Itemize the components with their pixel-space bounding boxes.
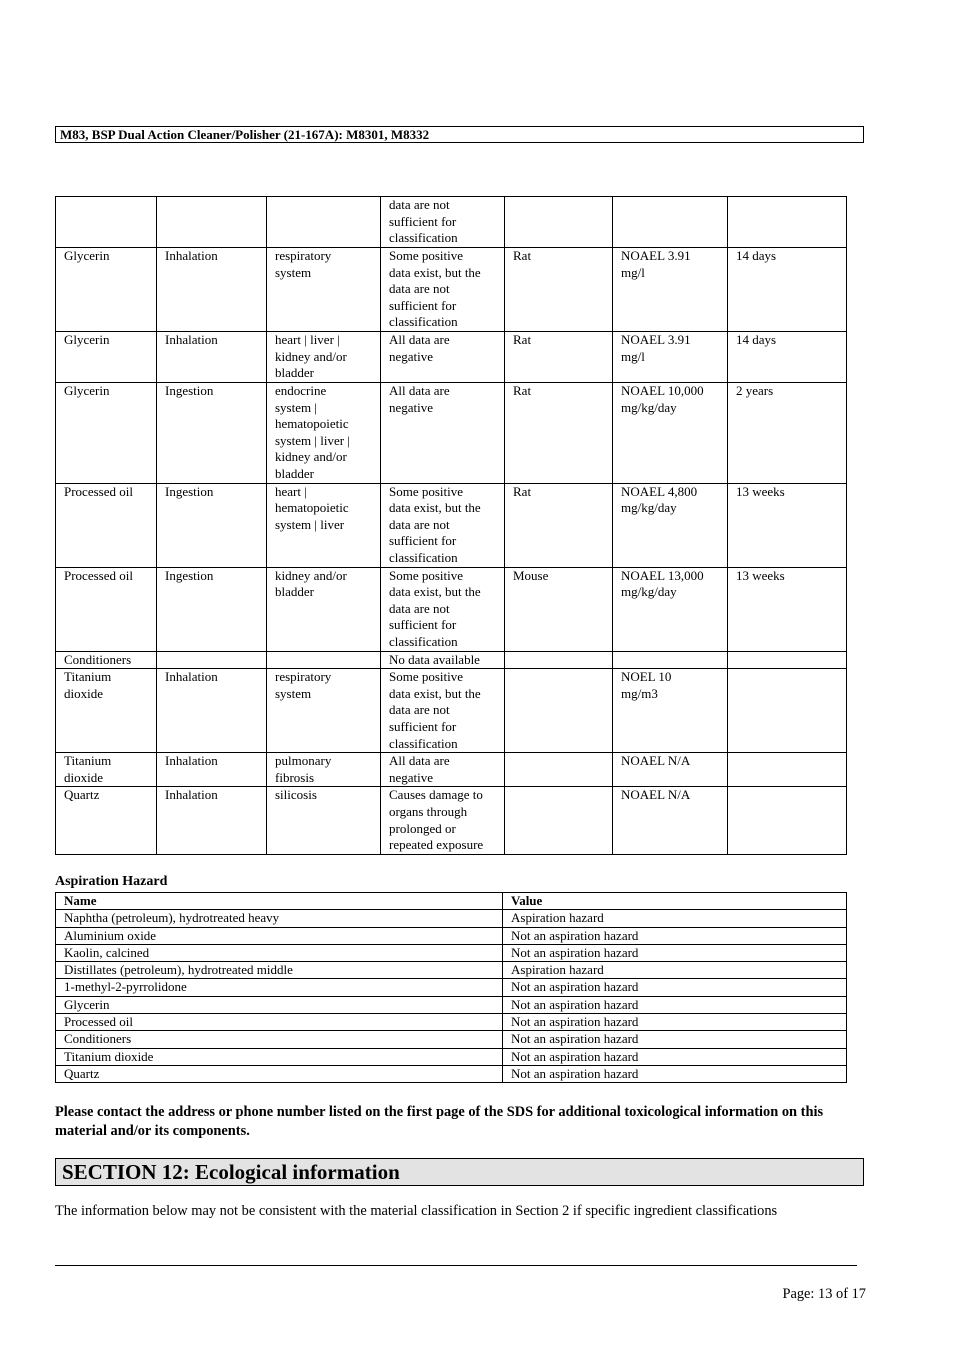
column-header-value: Value: [503, 893, 847, 910]
value-cell: Causes damage to organs through prolonged or repeated exposure: [381, 787, 505, 854]
aspiration-value-cell: Not an aspiration hazard: [503, 979, 847, 996]
test-result-cell: NOAEL 3.91 mg/l: [613, 248, 728, 332]
aspiration-hazard-title: Aspiration Hazard: [55, 874, 168, 889]
table-row: [56, 910, 847, 927]
table-row: [56, 1031, 847, 1048]
ingredient-name-cell: Distillates (petroleum), hydrotreated middle: [56, 962, 503, 979]
target-organ-cell: silicosis: [267, 787, 381, 854]
value-cell: All data are negative: [381, 382, 505, 483]
route-cell: Ingestion: [157, 382, 267, 483]
table-row: [56, 1065, 847, 1082]
ingredient-name-cell: Processed oil: [56, 1014, 503, 1031]
exposure-duration-cell: [728, 651, 847, 669]
route-cell: Inhalation: [157, 248, 267, 332]
document-header: M83, BSP Dual Action Cleaner/Polisher (21-167A): M8301, M8332: [55, 126, 864, 143]
table-row: [56, 944, 847, 961]
ingredient-name-cell: Naphtha (petroleum), hydrotreated heavy: [56, 910, 503, 927]
name-cell: Quartz: [56, 787, 157, 854]
target-organ-cell: endocrine system | hematopoietic system | liver | kidney and/or bladder: [267, 382, 381, 483]
test-result-cell: NOAEL N/A: [613, 787, 728, 854]
test-result-cell: [613, 651, 728, 669]
value-cell: Some positive data exist, but the data are not sufficient for classification: [381, 248, 505, 332]
aspiration-hazard-table: [55, 892, 847, 1083]
route-cell: [157, 651, 267, 669]
exposure-duration-cell: [728, 753, 847, 787]
target-organ-cell: respiratory system: [267, 669, 381, 753]
species-cell: [505, 669, 613, 753]
aspiration-value-cell: Not an aspiration hazard: [503, 927, 847, 944]
test-result-cell: NOEL 10 mg/m3: [613, 669, 728, 753]
value-cell: All data are negative: [381, 331, 505, 382]
table-row: [56, 753, 847, 787]
table-row: [56, 927, 847, 944]
test-result-cell: NOAEL 10,000 mg/kg/day: [613, 382, 728, 483]
ingredient-name-cell: 1-methyl-2-pyrrolidone: [56, 979, 503, 996]
value-cell: data are not sufficient for classification: [381, 197, 505, 248]
table-row: [56, 669, 847, 753]
test-result-cell: NOAEL 4,800 mg/kg/day: [613, 483, 728, 567]
route-cell: Ingestion: [157, 483, 267, 567]
test-result-cell: [613, 197, 728, 248]
test-result-cell: NOAEL 13,000 mg/kg/day: [613, 567, 728, 651]
value-cell: All data are negative: [381, 753, 505, 787]
target-organ-toxicity-table: [55, 196, 847, 855]
name-cell: Conditioners: [56, 651, 157, 669]
target-organ-cell: heart | hematopoietic system | liver: [267, 483, 381, 567]
aspiration-value-cell: Not an aspiration hazard: [503, 1048, 847, 1065]
name-cell: Glycerin: [56, 382, 157, 483]
table-row: [56, 787, 847, 854]
route-cell: [157, 197, 267, 248]
page-number: Page: 13 of 17: [782, 1286, 866, 1302]
test-result-cell: NOAEL 3.91 mg/l: [613, 331, 728, 382]
route-cell: Ingestion: [157, 567, 267, 651]
exposure-duration-cell: 14 days: [728, 331, 847, 382]
exposure-duration-cell: [728, 197, 847, 248]
ingredient-name-cell: Kaolin, calcined: [56, 944, 503, 961]
table-header-row: [56, 893, 847, 910]
name-cell: Glycerin: [56, 248, 157, 332]
table-row: [56, 248, 847, 332]
name-cell: Titanium dioxide: [56, 753, 157, 787]
species-cell: [505, 651, 613, 669]
name-cell: Titanium dioxide: [56, 669, 157, 753]
aspiration-value-cell: Not an aspiration hazard: [503, 1014, 847, 1031]
ingredient-name-cell: Glycerin: [56, 996, 503, 1013]
target-organ-cell: respiratory system: [267, 248, 381, 332]
species-cell: [505, 197, 613, 248]
table-row: [56, 979, 847, 996]
value-cell: No data available: [381, 651, 505, 669]
name-cell: Processed oil: [56, 567, 157, 651]
target-organ-cell: [267, 197, 381, 248]
aspiration-value-cell: Not an aspiration hazard: [503, 996, 847, 1013]
species-cell: Rat: [505, 248, 613, 332]
table-row: [56, 651, 847, 669]
section-12-header: SECTION 12: Ecological information: [55, 1158, 864, 1186]
aspiration-value-cell: Not an aspiration hazard: [503, 1065, 847, 1082]
exposure-duration-cell: [728, 669, 847, 753]
species-cell: Rat: [505, 331, 613, 382]
test-result-cell: NOAEL N/A: [613, 753, 728, 787]
value-cell: Some positive data exist, but the data are not sufficient for classification: [381, 567, 505, 651]
exposure-duration-cell: [728, 787, 847, 854]
table-row: [56, 962, 847, 979]
name-cell: Processed oil: [56, 483, 157, 567]
ingredient-name-cell: Aluminium oxide: [56, 927, 503, 944]
section-12-intro: The information below may not be consistent with the material classification in Section 2 if specific ingredient classifications: [55, 1203, 778, 1219]
species-cell: Rat: [505, 382, 613, 483]
exposure-duration-cell: 13 weeks: [728, 567, 847, 651]
ingredient-name-cell: Quartz: [56, 1065, 503, 1082]
value-cell: Some positive data exist, but the data are not sufficient for classification: [381, 669, 505, 753]
species-cell: [505, 787, 613, 854]
table-row: [56, 1014, 847, 1031]
exposure-duration-cell: 14 days: [728, 248, 847, 332]
contact-note: Please contact the address or phone number listed on the first page of the SDS for additional toxicological information on this material and/or its components.: [55, 1104, 824, 1139]
name-cell: Glycerin: [56, 331, 157, 382]
ingredient-name-cell: Conditioners: [56, 1031, 503, 1048]
route-cell: Inhalation: [157, 331, 267, 382]
exposure-duration-cell: 13 weeks: [728, 483, 847, 567]
aspiration-value-cell: Aspiration hazard: [503, 962, 847, 979]
target-organ-cell: heart | liver | kidney and/or bladder: [267, 331, 381, 382]
exposure-duration-cell: 2 years: [728, 382, 847, 483]
table-row: [56, 1048, 847, 1065]
aspiration-value-cell: Not an aspiration hazard: [503, 944, 847, 961]
table-row: [56, 483, 847, 567]
ingredient-name-cell: Titanium dioxide: [56, 1048, 503, 1065]
route-cell: Inhalation: [157, 753, 267, 787]
species-cell: [505, 753, 613, 787]
target-organ-cell: kidney and/or bladder: [267, 567, 381, 651]
species-cell: Rat: [505, 483, 613, 567]
target-organ-cell: [267, 651, 381, 669]
table-row: [56, 567, 847, 651]
name-cell: [56, 197, 157, 248]
aspiration-value-cell: Aspiration hazard: [503, 910, 847, 927]
target-organ-cell: pulmonary fibrosis: [267, 753, 381, 787]
column-header-name: Name: [56, 893, 503, 910]
route-cell: Inhalation: [157, 787, 267, 854]
table-row: [56, 197, 847, 248]
species-cell: Mouse: [505, 567, 613, 651]
route-cell: Inhalation: [157, 669, 267, 753]
value-cell: Some positive data exist, but the data are not sufficient for classification: [381, 483, 505, 567]
table-row: [56, 331, 847, 382]
aspiration-value-cell: Not an aspiration hazard: [503, 1031, 847, 1048]
table-row: [56, 996, 847, 1013]
footer-divider: [55, 1265, 857, 1266]
table-row: [56, 382, 847, 483]
